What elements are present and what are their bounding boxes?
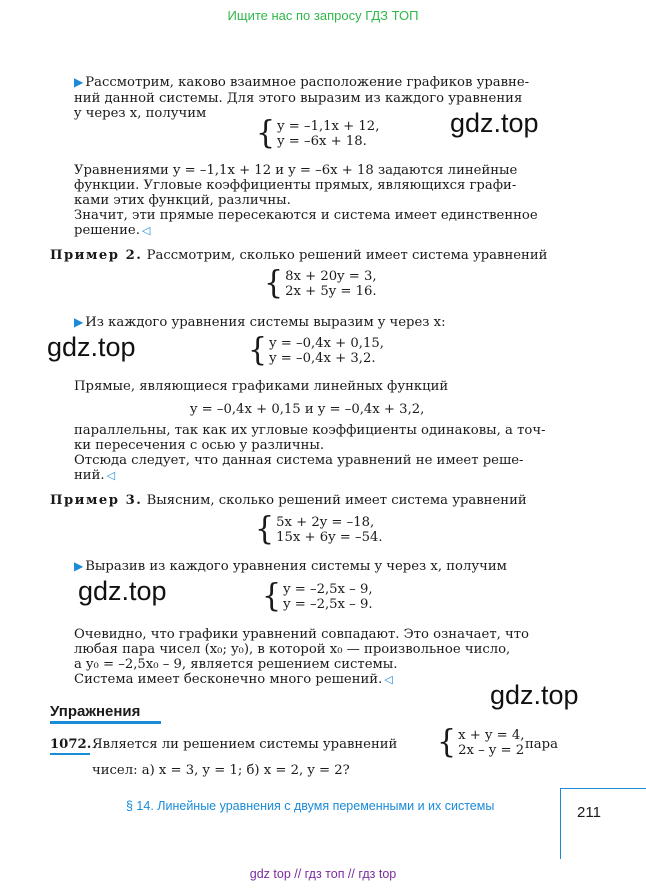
brace-icon: { <box>264 265 284 302</box>
watermark: gdz.top <box>450 108 539 138</box>
watermark: gdz.top <box>490 680 579 710</box>
block1-paragraph2: Уравнениями y = –1,1x + 12 и y = –6x + 18 задаются линейные функции. Угловые коэффициенты прямых, являющихся графи- ками этих функций, различны. Значит, эти прямые пересекаются и система имеет единственное решение. ◁ <box>74 163 538 238</box>
bottom-links: gdz top // гдз топ // гдз top <box>249 867 397 881</box>
example2-p1: Прямые, являющиеся графиками линейных функций <box>74 379 449 394</box>
triangle-marker-icon: ▶ <box>74 75 84 89</box>
brace-icon: { <box>437 724 457 761</box>
system-2: { 8x + 20y = 3, 2x + 5y = 16. <box>264 265 377 302</box>
example2-formula: y = –0,4x + 0,15 и y = –0,4x + 3,2, <box>190 402 425 417</box>
end-marker-icon: ◁ <box>141 224 151 237</box>
example3-header: Пример 3. Выясним, сколько решений имеет система уравнений <box>50 493 527 508</box>
exercise-text2: пара <box>525 737 558 752</box>
watermark: gdz.top <box>78 576 167 606</box>
exercises-heading: Упражнения <box>50 704 161 724</box>
exercise-system: { x + y = 4, 2x – y = 2 <box>437 724 525 761</box>
section-footer: § 14. Линейные уравнения с двумя переменными и их системы <box>126 799 495 813</box>
brace-icon: { <box>248 332 268 369</box>
brace-icon: { <box>256 115 276 152</box>
system-3: { 5x + 2y = –18, 15x + 6y = –54. <box>255 511 383 548</box>
watermark: gdz.top <box>47 332 136 362</box>
exercise-line2: чисел: а) x = 3, y = 1; б) x = 2, y = 2? <box>92 763 350 778</box>
exercise-text1: Является ли решением системы уравнений <box>92 737 398 752</box>
brace-icon: { <box>262 578 282 615</box>
example2-p2: параллельны, так как их угловые коэффициенты одинаковы, а точ- ки пересечения с осью y различны. Отсюда следует, что данная система уравнений не имеет реше- ний. ◁ <box>74 423 546 483</box>
example2-header: Пример 2. Рассмотрим, сколько решений имеет система уравнений <box>50 248 548 263</box>
block1-line1: ▶ Рассмотрим, каково взаимное расположение графиков уравне- <box>74 75 530 90</box>
system-3b: { y = –2,5x – 9, y = –2,5x – 9. <box>262 578 373 615</box>
end-marker-icon: ◁ <box>106 469 116 482</box>
end-marker-icon: ◁ <box>384 673 393 686</box>
system-2b: { y = –0,4x + 0,15, y = –0,4x + 3,2. <box>248 332 384 369</box>
page-number: 211 <box>577 804 601 821</box>
example2-intro: ▶ Из каждого уравнения системы выразим y через x: <box>74 315 446 330</box>
brace-icon: { <box>255 511 275 548</box>
number-underline <box>50 753 90 755</box>
top-banner: Ищите нас по запросу ГДЗ ТОП <box>227 8 419 23</box>
exercise-number: 1072. <box>50 737 91 755</box>
block1-line3: y через x, получим <box>74 106 207 121</box>
heading-underline <box>50 721 161 724</box>
triangle-marker-icon: ▶ <box>74 315 84 329</box>
example3-intro: ▶ Выразив из каждого уравнения системы y через x, получим <box>74 559 507 574</box>
triangle-marker-icon: ▶ <box>74 559 84 573</box>
example3-p1: Очевидно, что графики уравнений совпадают. Это означает, что любая пара чисел (x₀; y₀), в которой x₀ — произвольное число, а y₀ = –2,5x₀ – 9, является решением системы. Система имеет бесконечно много решений. ◁ <box>74 627 529 687</box>
system-1: { y = –1,1x + 12, y = –6x + 18. <box>256 115 380 152</box>
page-number-box <box>560 788 646 859</box>
block1-line2: ний данной системы. Для этого выразим из каждого уравнения <box>74 91 523 106</box>
